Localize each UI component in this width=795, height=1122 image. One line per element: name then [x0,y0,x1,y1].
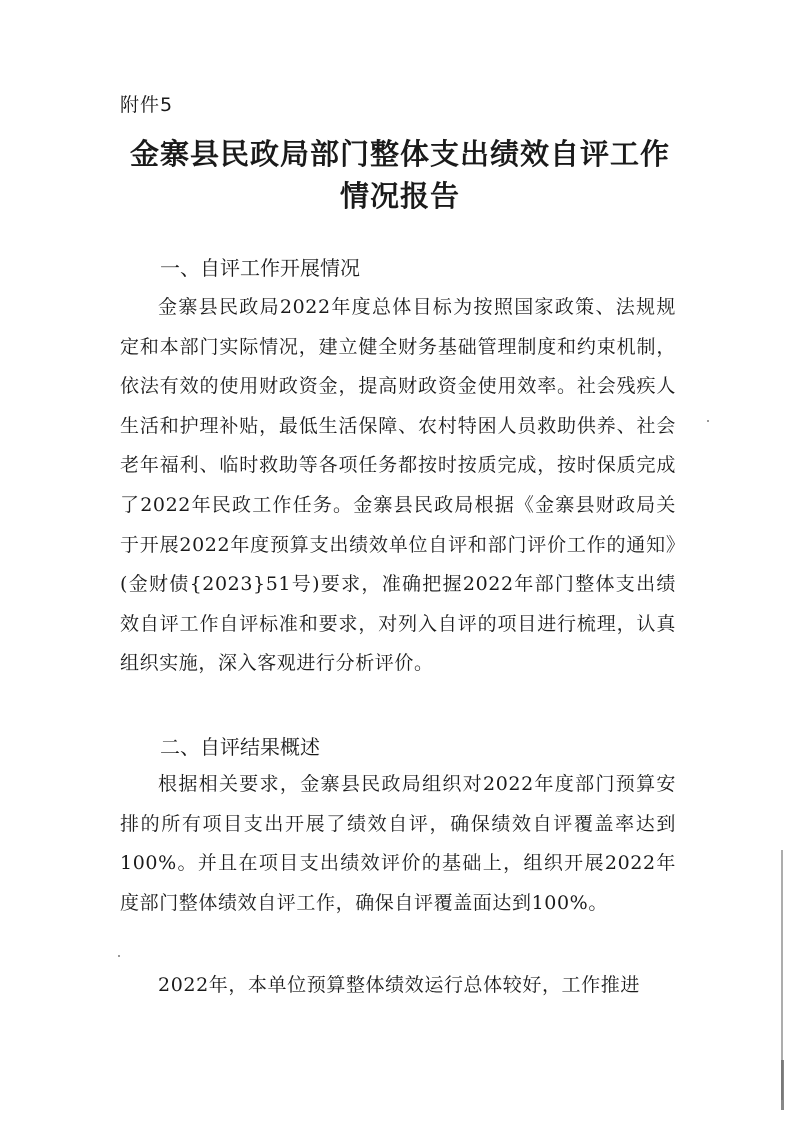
scan-speck [118,955,120,957]
document-title-line-2: 情况报告 [339,179,460,213]
document-title-line-1: 金寨县民政局部门整体支出绩效自评工作 [129,137,670,171]
section-1-paragraph-1: 金寨县民政局2022年度总体目标为按照国家政策、法规规定和本部门实际情况，建立健全财务基础管理制度和约束机制，依法有效的使用财政资金，提高财政资金使用效率。社会残疾人生活和护理补贴，最低生活保障、农村特困人员救助供养、社会老年福利、临时救助等各项任务都按时按质完成，按时保质完成了2022年民政工作任务。金寨县民政局根据《金寨县财政局关于开展2022年度预算支出绩效单位自评和部门评价工作的通知》(金财债{2023}51号)要求，准确把握2022年部门整体支出绩效自评工作自评标准和要求，对列入自评的项目进行梳理，认真组织实施，深入客观进行分析评价。 [120,296,676,675]
section-heading-2: 二、自评结果概述 [160,735,320,759]
section-2-paragraph-1: 根据相关要求，金寨县民政局组织对2022年度部门预算安排的所有项目支出开展了绩效自评，确保绩效自评覆盖率达到100%。并且在项目支出绩效评价的基础上，组织开展2022年度部门整体绩效自评工作，确保自评覆盖面达到100%。 [120,773,676,914]
attachment-label: 附件5 [120,94,174,116]
scan-speck [707,420,709,422]
section-2-paragraph-2: 2022年，本单位预算整体绩效运行总体较好，工作推进 [158,974,640,996]
section-heading-1: 一、自评工作开展情况 [160,256,360,280]
scan-edge-artifact-dark [781,1060,784,1110]
